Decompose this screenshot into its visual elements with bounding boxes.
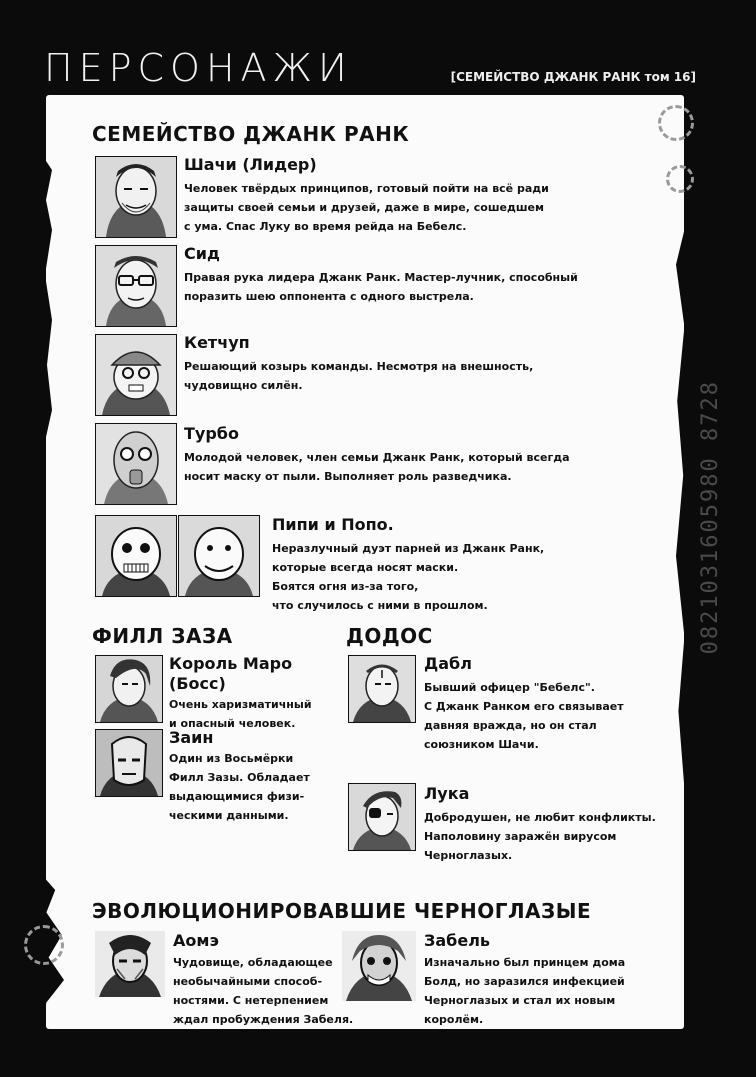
side-barcode-text: 0821031605980 8728 xyxy=(698,380,723,655)
volume-tag: [СЕМЕЙСТВО ДЖАНК РАНК том 16] xyxy=(450,70,696,84)
character-desc-turbo: Молодой человек, член семьи Джанк Ранк, который всегда носит маску от пыли. Выполняет роль разведчика. xyxy=(184,451,570,483)
portrait-ketchup xyxy=(95,334,177,416)
section-title-dodos: ДОДОС xyxy=(346,624,433,648)
section-title-junk-rank: СЕМЕЙСТВО ДЖАНК РАНК xyxy=(92,122,410,146)
character-name-king-maro: Король Маро xyxy=(169,654,293,673)
character-panel xyxy=(46,95,684,1029)
character-desc-shachi: Человек твёрдых принципов, готовый пойти на всё ради защиты своей семьи и друзей, даже в мире, сошедшем с ума. Спас Луку во время рейда на Бебелс. xyxy=(184,182,549,233)
portrait-king-maro xyxy=(95,655,163,723)
page-title: ПЕРСОНАЖИ xyxy=(44,46,353,90)
character-name-sid: Сид xyxy=(184,244,220,263)
gear-icon xyxy=(666,165,694,193)
section-title-fill-zaza: ФИЛЛ ЗАЗА xyxy=(92,624,233,648)
section-title-evolved: ЭВОЛЮЦИОНИРОВАВШИЕ ЧЕРНОГЛАЗЫЕ xyxy=(92,899,592,923)
character-desc-king-maro: Очень харизматичный и опасный человек. xyxy=(169,698,312,730)
portrait-luka xyxy=(348,783,416,851)
character-name-shachi: Шачи (Лидер) xyxy=(184,155,317,174)
character-name-double: Дабл xyxy=(424,654,472,673)
portrait-shachi xyxy=(95,156,177,238)
character-subtitle-boss: (Босс) xyxy=(169,674,226,693)
character-name-pipi-popo: Пипи и Попо. xyxy=(272,515,394,534)
portrait-pipi xyxy=(95,515,177,597)
character-name-luka: Лука xyxy=(424,784,470,803)
portrait-sid xyxy=(95,245,177,327)
gear-icon xyxy=(24,925,64,965)
character-desc-double: Бывший офицер "Бебелс". С Джанк Ранком его связывает давняя вражда, но он стал союзником Шачи. xyxy=(424,681,624,751)
grunge-edge-left xyxy=(42,155,52,455)
portrait-double xyxy=(348,655,416,723)
portrait-turbo xyxy=(95,423,177,505)
portrait-popo xyxy=(178,515,260,597)
portrait-zain xyxy=(95,729,163,797)
character-desc-luka: Добродушен, не любит конфликты. Наполовину заражён вирусом Черноглазых. xyxy=(424,811,656,862)
character-desc-ketchup: Решающий козырь команды. Несмотря на внешность, чудовищно силён. xyxy=(184,360,534,392)
character-name-aome: Аомэ xyxy=(173,931,219,950)
character-desc-zain: Один из Восьмёрки Филл Зазы. Обладает выдающимися физи- ческими данными. xyxy=(169,752,310,822)
character-desc-sid: Правая рука лидера Джанк Ранк. Мастер-лучник, способный поразить шею оппонента с одного выстрела. xyxy=(184,271,578,303)
portrait-zabel xyxy=(342,931,416,1001)
grunge-edge-right xyxy=(676,215,688,835)
portrait-aome xyxy=(95,931,165,997)
gear-icon xyxy=(658,105,694,141)
character-name-zabel: Забель xyxy=(424,931,491,950)
character-name-zain: Заин xyxy=(169,728,214,747)
character-name-turbo: Турбо xyxy=(184,424,239,443)
character-desc-pipi-popo: Неразлучный дуэт парней из Джанк Ранк, которые всегда носят маски. Боятся огня из-за того, что случилось с ними в прошлом. xyxy=(272,542,545,612)
character-desc-aome: Чудовище, обладающее необычайными способ- ностями. С нетерпением ждал пробуждения Забеля. xyxy=(173,956,354,1026)
character-desc-zabel: Изначально был принцем дома Болд, но заразился инфекцией Черноглазых и стал их новым королём. xyxy=(424,956,626,1026)
character-name-ketchup: Кетчуп xyxy=(184,333,250,352)
